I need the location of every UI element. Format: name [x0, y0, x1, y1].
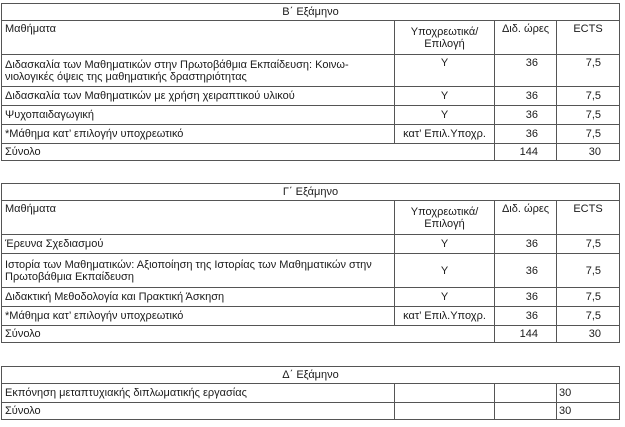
- header-ects: ECTS: [557, 201, 620, 235]
- course-type: Υ: [395, 55, 495, 87]
- semester-b-table: [1, 3, 620, 161]
- total-hours: 144: [495, 144, 557, 161]
- course-type: κατ’ Επιλ.Υποχρ.: [395, 307, 495, 326]
- semester-d-table: [1, 366, 620, 420]
- total-label: Σύνολο: [2, 326, 495, 343]
- course-name: Διδασκαλία των Μαθηματικών στην Πρωτοβάθμια Εκπαίδευση: Κοινω-νιολογικές όψεις της μαθηματικής δραστηριότητας: [2, 55, 395, 87]
- course-ects: 7,5: [557, 106, 620, 125]
- semester-c-table: [1, 183, 620, 343]
- course-type: Υ: [395, 235, 495, 254]
- course-type: Υ: [395, 254, 495, 288]
- course-hours: 36: [495, 55, 557, 87]
- course-hours: [495, 384, 557, 403]
- course-hours: 36: [495, 106, 557, 125]
- course-name: Έρευνα Σχεδιασμού: [2, 235, 395, 254]
- course-type: [395, 384, 495, 403]
- course-hours: 36: [495, 125, 557, 144]
- header-hours: Διδ. ώρες: [495, 201, 557, 235]
- course-name: Διδακτική Μεθοδολογία και Πρακτική Άσκηση: [2, 288, 395, 307]
- course-type: Υ: [395, 106, 495, 125]
- course-ects: 7,5: [557, 288, 620, 307]
- course-ects: 7,5: [557, 125, 620, 144]
- header-type: Υποχρεωτικά/ Επιλογή: [395, 21, 495, 55]
- course-ects: 7,5: [557, 235, 620, 254]
- course-type: Υ: [395, 87, 495, 106]
- semester-c-title: Γ΄ Εξάμηνο: [2, 184, 620, 201]
- course-name: Ψυχοπαιδαγωγική: [2, 106, 395, 125]
- total-ects: 30: [557, 403, 620, 420]
- header-ects: ECTS: [557, 21, 620, 55]
- total-ects: 30: [557, 326, 620, 343]
- course-name: Εκπόνηση μεταπτυχιακής διπλωματικής εργασίας: [2, 384, 395, 403]
- course-ects: 7,5: [557, 87, 620, 106]
- total-type: [395, 403, 495, 420]
- total-ects: 30: [557, 144, 620, 161]
- header-type: Υποχρεωτικά/ Επιλογή: [395, 201, 495, 235]
- course-hours: 36: [495, 288, 557, 307]
- course-name: Ιστορία των Μαθηματικών: Αξιοποίηση της Ιστορίας των Μαθηματικών στην Πρωτοβάθμια Εκπαίδευση: [2, 254, 395, 288]
- course-name: *Μάθημα κατ’ επιλογήν υποχρεωτικό: [2, 307, 395, 326]
- total-label: Σύνολο: [2, 403, 395, 420]
- total-label: Σύνολο: [2, 144, 495, 161]
- course-ects: 7,5: [557, 307, 620, 326]
- course-ects: 30: [557, 384, 620, 403]
- course-type: Υ: [395, 288, 495, 307]
- header-course: Μαθήματα: [2, 21, 395, 55]
- course-ects: 7,5: [557, 254, 620, 288]
- total-hours: 144: [495, 326, 557, 343]
- course-hours: 36: [495, 87, 557, 106]
- course-ects: 7,5: [557, 55, 620, 87]
- course-name: Διδασκαλία των Μαθηματικών με χρήση χειραπτικού υλικού: [2, 87, 395, 106]
- course-hours: 36: [495, 254, 557, 288]
- total-hours: [495, 403, 557, 420]
- header-hours: Διδ. ώρες: [495, 21, 557, 55]
- course-hours: 36: [495, 235, 557, 254]
- semester-d-title: Δ΄ Εξάμηνο: [2, 367, 620, 384]
- header-course: Μαθήματα: [2, 201, 395, 235]
- course-hours: 36: [495, 307, 557, 326]
- course-name: *Μάθημα κατ’ επιλογήν υποχρεωτικό: [2, 125, 395, 144]
- course-type: κατ’ Επιλ.Υποχρ.: [395, 125, 495, 144]
- semester-b-title: Β΄ Εξάμηνο: [2, 4, 620, 21]
